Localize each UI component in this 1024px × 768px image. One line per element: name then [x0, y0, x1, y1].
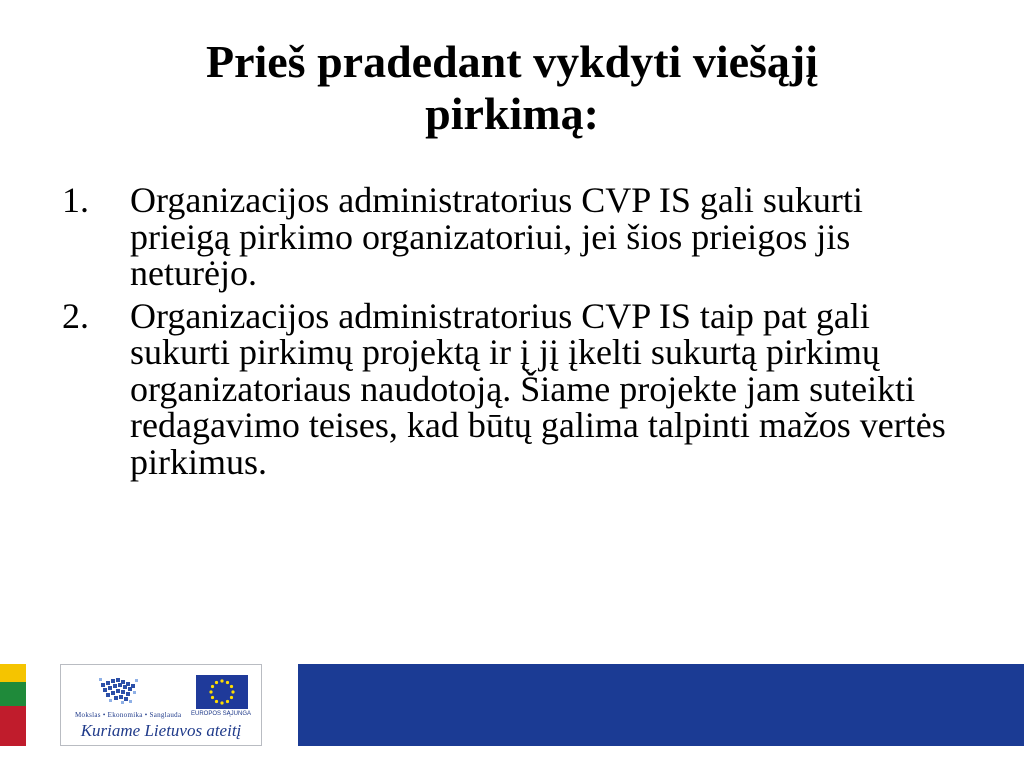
list-item [62, 295, 962, 482]
slide-title [0, 36, 1024, 140]
flag-stripe-green [0, 682, 26, 706]
flag-stripe-red [0, 706, 26, 746]
slide-title-line-2: pirkimą: [425, 88, 599, 139]
body-list [62, 182, 962, 486]
list-item [62, 182, 962, 292]
eu-caption: EUROPOS SĄJUNGA [191, 711, 252, 717]
footer-slogan: Kuriame Lietuvos ateitį [80, 721, 242, 740]
list-item-number: 1. [62, 180, 89, 220]
list-item-number: 2. [62, 295, 89, 336]
footer-blue-bar [298, 664, 1024, 746]
slide-title-line-1: Prieš pradedant vykdyti viešąjį [205, 36, 819, 87]
flag-stripe-yellow [0, 664, 26, 682]
lithuania-map-logo [97, 675, 143, 707]
list-item-text: Organizacijos administratorius CVP IS taip pat gali sukurti pirkimų projektą ir į jį įkelti sukurtą pirkimų organizatoriaus naudotoją. Šiame projekte jam suteikti redagavimo teises, kad būtų galima talpinti mažos vertės pirkimus. [130, 295, 946, 482]
list-item-text: Organizacijos administratorius CVP IS gali sukurti prieigą pirkimo organizatoriui, jei šios prieigos jis neturėjo. [130, 180, 863, 293]
eu-flag-logo [196, 675, 248, 709]
footer-logo-panel [60, 664, 262, 746]
logo-caption: Mokslas • Ekonomika • Sanglauda [75, 711, 182, 719]
